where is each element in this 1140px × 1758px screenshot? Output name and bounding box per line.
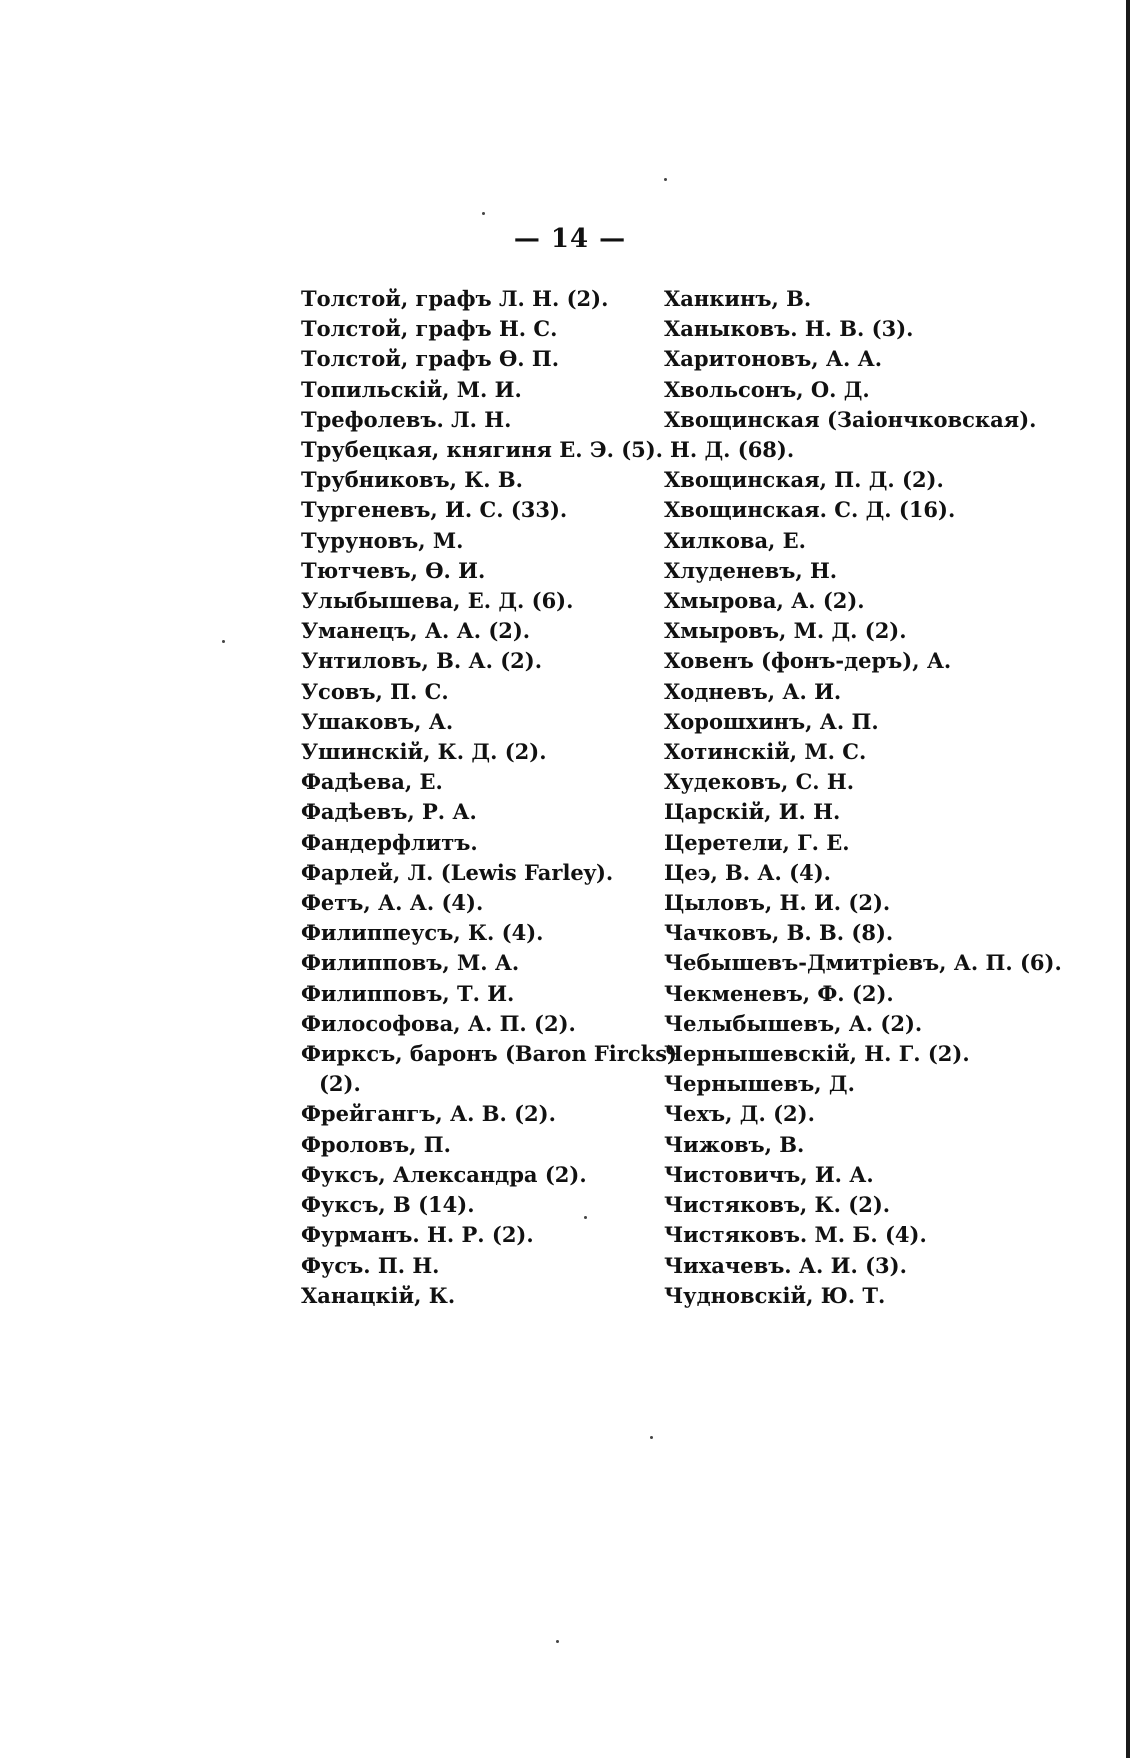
index-entry: Фандерфлитъ.	[301, 829, 478, 855]
index-entry: Унтиловъ, В. А. (2).	[301, 648, 543, 674]
ink-speck	[664, 178, 667, 181]
index-entry: Челыбышевъ, А. (2).	[664, 1010, 923, 1036]
index-entry: Фуксъ, В (14).	[301, 1192, 475, 1218]
index-entry: Чехъ, Д. (2).	[664, 1101, 815, 1127]
index-entry: Улыбышева, Е. Д. (6).	[301, 588, 574, 614]
index-entry: Фетъ, А. А. (4).	[301, 890, 484, 916]
index-entry: Тютчевъ, Ѳ. И.	[301, 557, 486, 583]
index-entry: Цыловъ, Н. И. (2).	[664, 890, 891, 916]
index-entry: Ханыковъ. Н. В. (3).	[664, 316, 914, 342]
index-entry: Чачковъ, В. В. (8).	[664, 920, 894, 946]
ink-speck	[482, 212, 485, 215]
page-edge-line	[1126, 0, 1130, 1758]
index-entry: Ходневъ, А. И.	[664, 678, 842, 704]
index-entry: Хмыровъ, М. Д. (2).	[664, 618, 907, 644]
index-entry: Церетели, Г. Е.	[664, 829, 850, 855]
index-entry: Цеэ, В. А. (4).	[664, 859, 831, 885]
index-entry: Филипповъ, М. А.	[301, 950, 520, 976]
index-entry: Толстой, графъ Н. С.	[301, 316, 558, 342]
index-entry: Туруновъ, М.	[301, 527, 464, 553]
index-entry: Ушинскій, К. Д. (2).	[301, 739, 547, 765]
index-entry: Фадѣевъ, Р. А.	[301, 799, 477, 825]
index-entry: Ханкинъ, В.	[664, 286, 812, 311]
index-entry: Фадѣева, Е.	[301, 769, 443, 795]
index-entry: Хвольсонъ, О. Д.	[664, 376, 870, 402]
index-entry: Чихачевъ. А. И. (3).	[664, 1252, 907, 1278]
index-entry: Ханацкій, К.	[301, 1282, 456, 1308]
index-entry: Филипповъ, Т. И.	[301, 980, 515, 1006]
index-entry-continuation: Н. Д. (68).	[670, 437, 795, 463]
index-entry: Хвощинская. С. Д. (16).	[664, 497, 956, 523]
index-entry: Усовъ, П. С.	[301, 678, 449, 704]
index-entry: Чекменевъ, Ф. (2).	[664, 980, 894, 1006]
index-entry: Хвощинская (Заіончковская).	[664, 406, 1037, 432]
ink-speck	[650, 1436, 653, 1439]
index-entry: Хвощинская, П. Д. (2).	[664, 467, 944, 493]
index-entry: Хотинскій, М. С.	[664, 739, 867, 765]
index-entry: Хлуденевъ, Н.	[664, 557, 838, 583]
index-entry: Трубецкая, княгиня Е. Э. (5).	[301, 437, 663, 463]
index-entry: Ховенъ (фонъ-деръ), А.	[664, 648, 952, 674]
index-entry: Фрейгангъ, А. В. (2).	[301, 1101, 556, 1127]
index-entry: Харитоновъ, А. А.	[664, 346, 883, 372]
index-entry: Фирксъ, баронъ (Baron Fircks)	[301, 1041, 677, 1067]
index-entry: Толстой, графъ Л. Н. (2).	[301, 286, 609, 311]
index-entry: Чернышевъ, Д.	[664, 1071, 855, 1097]
index-column-right	[664, 284, 1062, 1311]
index-entry: Хорошхинъ, А. П.	[664, 708, 879, 734]
index-entry: Ушаковъ, А.	[301, 708, 454, 734]
index-entry: Чебышевъ-Дмитріевъ, А. П. (6).	[664, 950, 1062, 976]
index-entry: Трубниковъ, К. В.	[301, 467, 523, 493]
ink-speck	[584, 1216, 587, 1219]
index-entry-continuation: (2).	[319, 1071, 361, 1097]
index-entry: Филиппеусъ, К. (4).	[301, 920, 544, 946]
index-entry: Чижовъ, В.	[664, 1131, 805, 1157]
ink-speck	[222, 640, 225, 643]
index-entry: Хмырова, А. (2).	[664, 588, 865, 614]
index-entry: Фуксъ, Александра (2).	[301, 1161, 587, 1187]
index-entry: Чистяковъ. М. Б. (4).	[664, 1222, 927, 1248]
index-entry: Фурманъ. Н. Р. (2).	[301, 1222, 534, 1248]
page-number: — 14 —	[513, 224, 627, 254]
ink-speck	[556, 1640, 559, 1643]
index-entry: Хилкова, Е.	[664, 527, 806, 553]
index-entry: Чистовичъ, И. А.	[664, 1161, 874, 1187]
index-entry: Худековъ, С. Н.	[664, 769, 855, 795]
index-entry: Фарлей, Л. (Lewis Farley).	[301, 859, 614, 885]
index-entry: Чистяковъ, К. (2).	[664, 1192, 891, 1218]
index-entry: Уманецъ, А. А. (2).	[301, 618, 531, 644]
index-entry: Трефолевъ. Л. Н.	[301, 406, 512, 432]
index-entry: Тургеневъ, И. С. (33).	[301, 497, 568, 523]
index-entry: Фроловъ, П.	[301, 1131, 451, 1157]
index-column-left	[301, 284, 677, 1311]
index-entry: Фусъ. П. Н.	[301, 1252, 440, 1278]
index-entry: Царскій, И. Н.	[664, 799, 841, 825]
index-entry: Топильскій, М. И.	[301, 376, 522, 402]
index-entry: Чудновскій, Ю. Т.	[664, 1282, 886, 1308]
index-entry: Философова, А. П. (2).	[301, 1010, 576, 1036]
index-entry: Толстой, графъ Ѳ. П.	[301, 346, 560, 372]
index-entry: Чернышевскій, Н. Г. (2).	[664, 1041, 970, 1067]
